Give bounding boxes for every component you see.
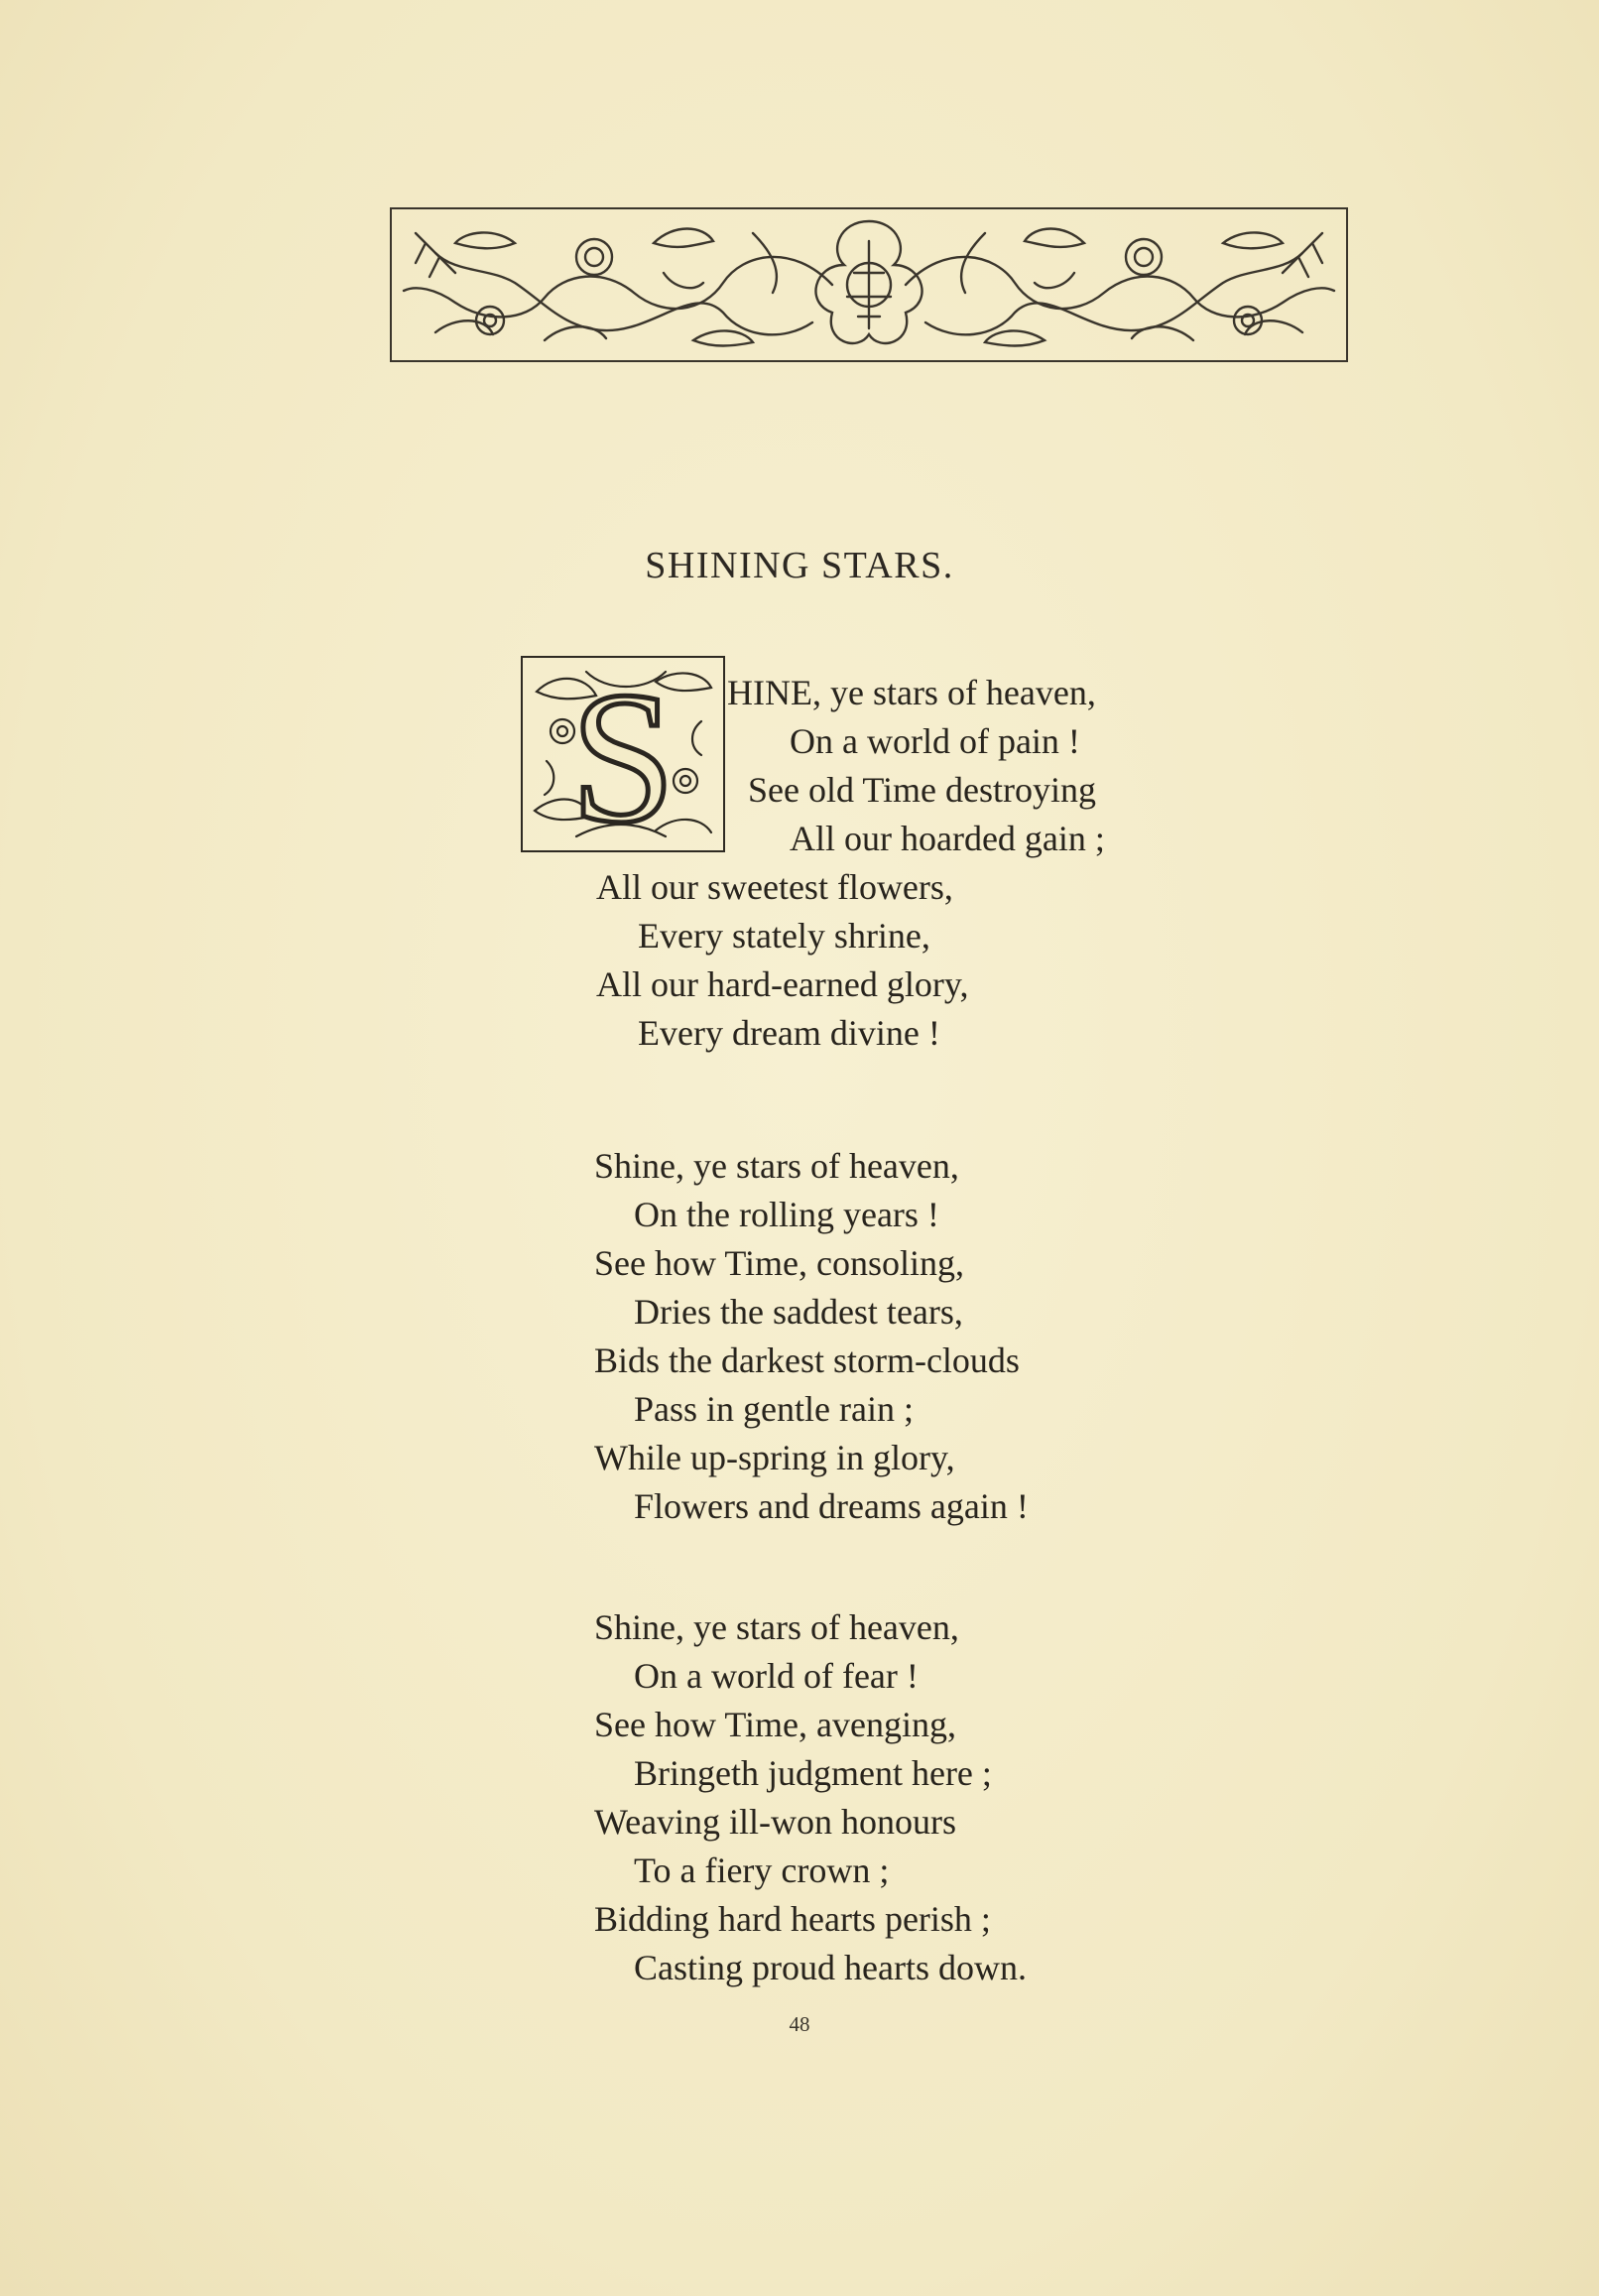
poem-line: Every dream divine ! [638,1013,940,1053]
poem-line: All our sweetest flowers, [596,867,953,907]
poem-line: On a world of fear ! [634,1656,919,1696]
poem-line: While up-spring in glory, [594,1438,955,1477]
poem-title: SHINING STARS. [645,545,954,586]
poem-line: Flowers and dreams again ! [634,1486,1029,1526]
poem-line: See how Time, consoling, [594,1243,965,1283]
poem-line: Dries the saddest tears, [634,1292,963,1332]
poem-line: All our hard-earned glory, [596,964,969,1004]
poem-line: On a world of pain ! [790,721,1080,761]
poem-line: Bidding hard hearts perish ; [594,1899,991,1939]
drop-cap-letter: S [570,662,676,846]
poem-line: To a fiery crown ; [634,1850,890,1890]
poem-line: See old Time destroying [748,770,1097,810]
poem-line: All our hoarded gain ; [790,819,1105,858]
poem-line: Casting proud hearts down. [634,1948,1027,1987]
floral-ornament-icon [396,213,1342,356]
decorated-initial-s-icon [527,662,719,846]
ornamental-headpiece [390,207,1348,362]
poem-line: See how Time, avenging, [594,1705,956,1744]
poem-line: Weaving ill-won honours [594,1802,957,1842]
poem-line: Shine, ye stars of heaven, [594,1146,959,1186]
poem-line: Shine, ye stars of heaven, [594,1607,959,1647]
poem-line: HINE, ye stars of heaven, [727,673,1096,712]
poem-line: Bringeth judgment here ; [634,1753,992,1793]
drop-cap-initial [521,656,725,852]
poem-line: On the rolling years ! [634,1195,939,1234]
poem-line: Every stately shrine, [638,916,930,956]
page-number: 48 [789,2012,810,2036]
poem-line: Bids the darkest storm-clouds [594,1340,1020,1380]
poem-line: Pass in gentle rain ; [634,1389,914,1429]
